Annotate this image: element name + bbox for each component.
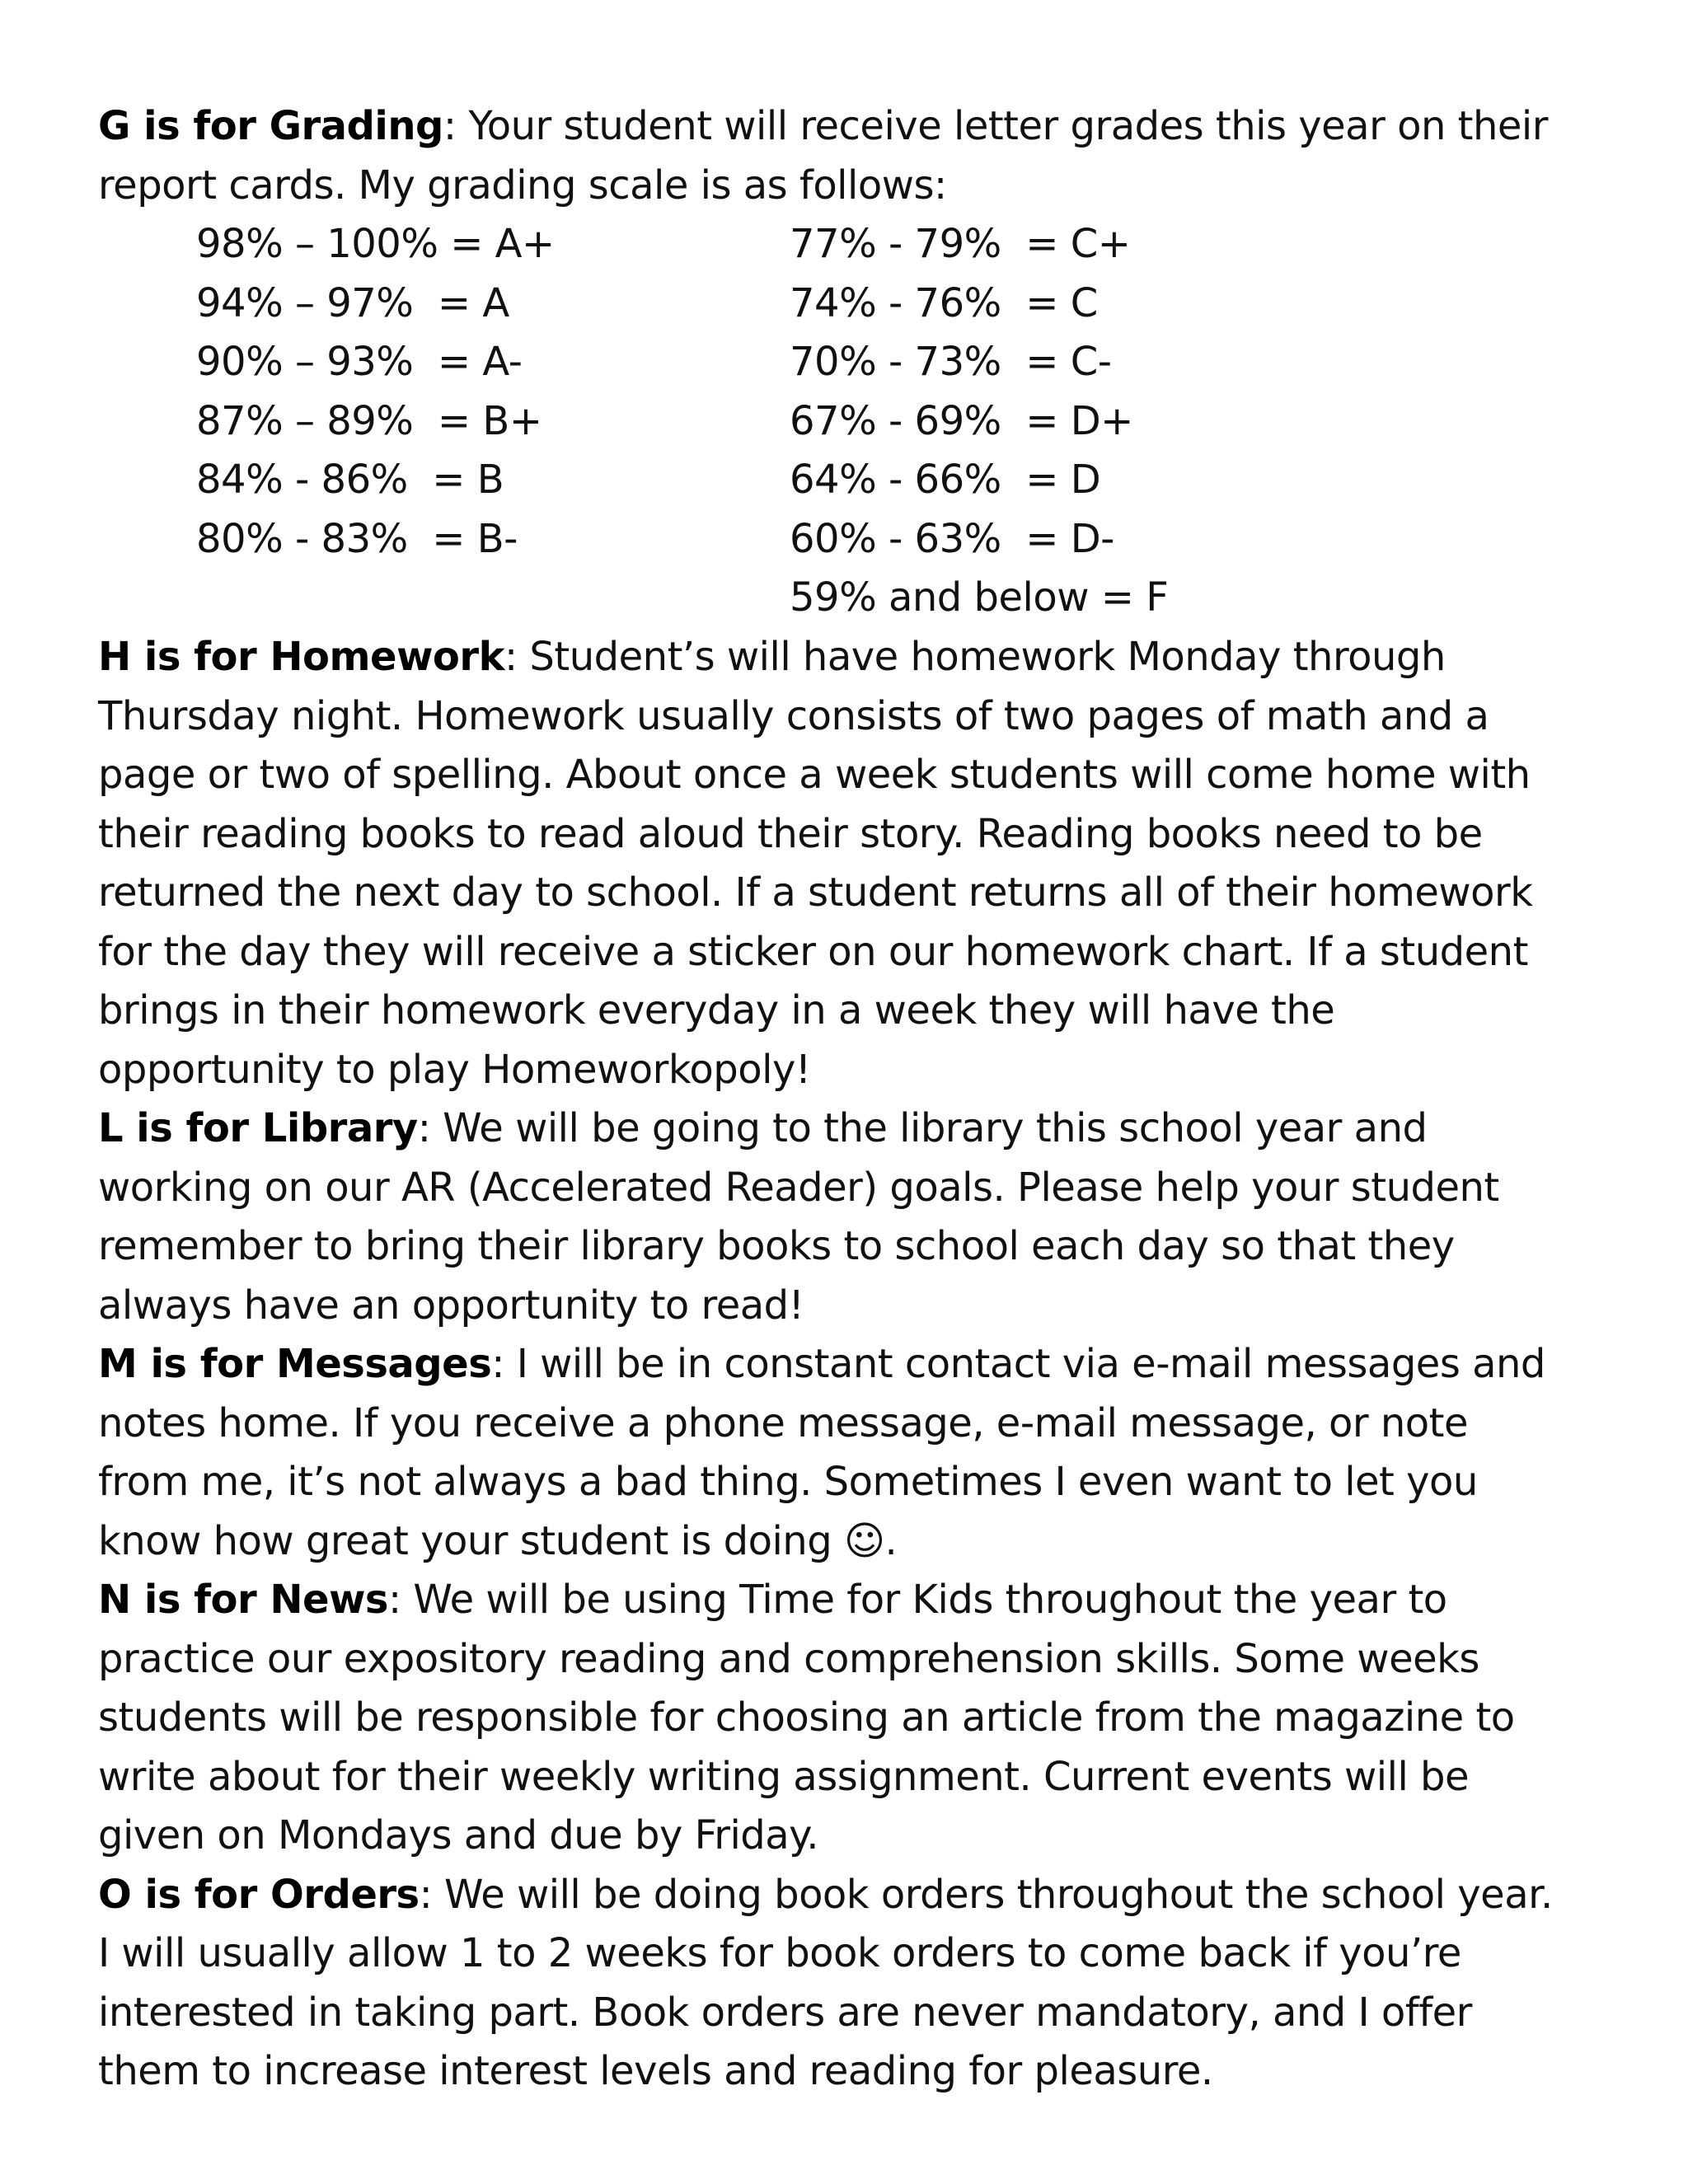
grade-row: 67% - 69% = D+ (790, 397, 1133, 444)
homework-heading: H is for Homework (98, 634, 504, 680)
messages-body: : I will be in constant contact via e-mail messages and notes home. If you receive a phone message, e-mail message, or note from me, it’s not always a bad thing. Sometimes I even want to let you know how great your student is doing ☺. (98, 1341, 1545, 1564)
library-heading: L is for Library (98, 1105, 418, 1151)
library-paragraph (98, 1099, 1565, 1335)
grade-row: 70% - 73% = C- (790, 339, 1112, 385)
grade-row: 80% - 83% = B- (196, 515, 518, 562)
messages-section (98, 1335, 1565, 1571)
grading-heading: G is for Grading (98, 103, 443, 149)
grading-scale-right-column (790, 215, 1168, 628)
grade-row: 60% - 63% = D- (790, 515, 1114, 562)
news-section (98, 1571, 1565, 1866)
grade-row: 64% - 66% = D (790, 457, 1101, 503)
news-paragraph (98, 1571, 1565, 1866)
grading-paragraph (98, 97, 1565, 215)
messages-heading: M is for Messages (98, 1341, 492, 1387)
library-body: : We will be going to the library this school year and working on our AR (Accelerated Reader) goals. Please help your student remember to bring their library books to school each day so that they always have an opportunity to read! (98, 1105, 1499, 1329)
orders-body: : We will be doing book orders throughout the school year. I will usually allow 1 to 2 weeks for book orders to come back if you’re interested in taking part. Book orders are never mandatory, and I offer them to increase interest levels and reading for pleasure. (98, 1871, 1553, 2094)
grade-row: 98% – 100% = A+ (196, 221, 555, 267)
grade-row: 94% – 97% = A (196, 279, 509, 326)
orders-heading: O is for Orders (98, 1871, 420, 1918)
grade-row: 74% - 76% = C (790, 279, 1098, 326)
grading-scale (98, 215, 1499, 628)
grade-row: 90% – 93% = A- (196, 339, 523, 385)
messages-paragraph (98, 1335, 1565, 1571)
library-section (98, 1099, 1565, 1335)
grade-row: 84% - 86% = B (196, 457, 504, 503)
homework-section (98, 628, 1565, 1099)
orders-paragraph (98, 1866, 1565, 2102)
homework-body: : Student’s will have homework Monday through Thursday night. Homework usually consists of two pages of math and a page or two of spelling. About once a week students will come home with their reading books to read aloud their story. Reading books need to be returned the next day to school. If a student returns all of their homework for the day they will receive a sticker on our homework chart. If a student brings in their homework everyday in a week they will have the opportunity to play Homeworkopoly! (98, 634, 1533, 1093)
document-page (98, 97, 1565, 2102)
grading-intro: : Your student will receive letter grades this year on their report cards. My grading scale is as follows: (98, 103, 1548, 209)
news-heading: N is for News (98, 1577, 388, 1623)
grade-row: 87% – 89% = B+ (196, 397, 542, 444)
grade-row: 59% and below = F (790, 574, 1169, 621)
grading-scale-left-column (196, 215, 555, 569)
news-body: : We will be using Time for Kids throughout the year to practice our expository reading and comprehension skills. Some weeks students will be responsible for choosing an article from the magazine to write about for their weekly writing assignment. Current events will be given on Mondays and due by Friday. (98, 1577, 1515, 1858)
grade-row: 77% - 79% = C+ (790, 221, 1131, 267)
grading-section (98, 97, 1565, 628)
orders-section (98, 1866, 1565, 2102)
homework-paragraph (98, 628, 1565, 1099)
